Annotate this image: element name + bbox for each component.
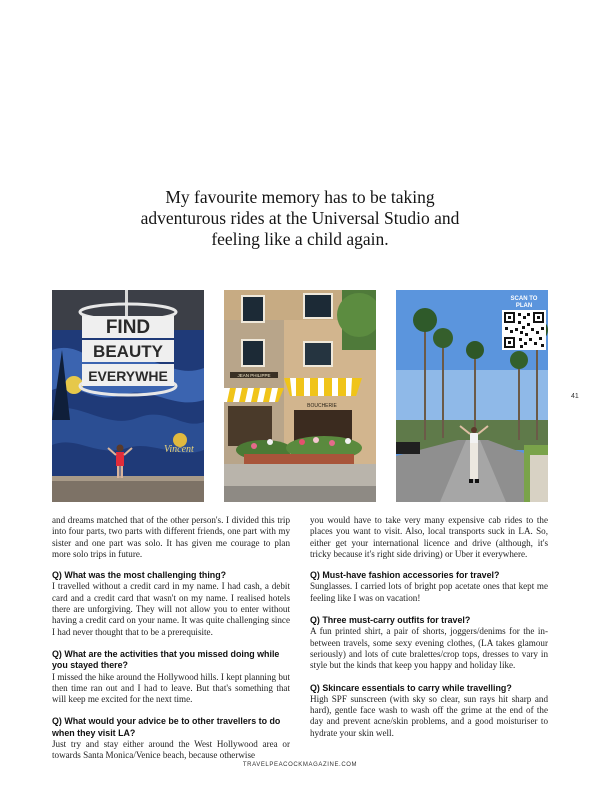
pull-quote-line-3: feeling like a child again. [211, 229, 389, 249]
pull-quote [100, 187, 500, 250]
answer-paragraph: A fun printed shirt, a pair of shorts, joggers/denims for the in-between travels, some sexy evening clothes, (LA takes glamour seriously) and lots of cute bralettes/crop tops, dresses to vary in style but the kinds that keep you happy and holiday like. [310, 626, 548, 671]
answer-paragraph: I missed the hike around the Hollywood hills. I kept planning but then time ran out and I had to leave. But that's something that will keep me excited for the next time. [52, 671, 290, 705]
question-heading: Q) What are the activities that you missed doing while you stayed there? [52, 648, 280, 671]
sign-line-1: FIND [105, 317, 151, 338]
photo-storefront [224, 290, 376, 502]
question-heading: Q) What was the most challenging thing? [52, 570, 227, 581]
photo-find-beauty-sign [52, 290, 204, 502]
answer-paragraph: I travelled without a credit card in my name. I had cash, a debit card and a credit card that wasn't on my name. I realised hotels there are unforgiving. They will not allow you to enter without having a credit card on your name. It was quite challenging since I had never thought that to be a prerequisite. [52, 581, 290, 637]
page-number: 41 [571, 393, 579, 400]
question-heading: Q) Must-have fashion accessories for travel? [310, 570, 500, 581]
answer-paragraph: High SPF sunscreen (with sky so clear, sun rays hit sharp and hard), gentle face wash to wash off the grime at the end of the day and prevent acne/skin problems, and a good moisturiser to hydrate your skin well. [310, 693, 548, 738]
right-column [310, 515, 548, 750]
qr-label-line-2: PLAN [515, 303, 533, 309]
sign-line-3: EVERYWHE [88, 368, 168, 384]
sign-line-2: BEAUTY [93, 342, 163, 361]
footer-website[interactable]: TRAVELPEACOCKMAGAZINE.COM [242, 762, 358, 768]
question-heading: Q) Skincare essentials to carry while travelling? [310, 682, 512, 693]
left-intro-paragraph: and dreams matched that of the other person's. I divided this trip into four parts, two parts with different friends, one part with my sister and one part was solo. It has given me courage to plan more solo trips in future. [52, 515, 290, 559]
shop-sign: JEAN PHILIPPE [237, 373, 271, 378]
question-heading: Q) What would your advice be to other travellers to do when they visit LA? [52, 716, 281, 738]
right-intro-paragraph: you would have to take very many expensive cab rides to the places you want to visit. Also, local transports suck in LA. So, either get your international licence and drive (although, it's tricky because it's right side driving) or Uber it everywhere. [310, 515, 548, 559]
answer-paragraph: Just try and stay either around the West Hollywood area or towards Santa Monica/Venice beach, because otherwise [52, 739, 290, 761]
left-column [52, 515, 290, 773]
awning-sign: BOUCHERIE [307, 403, 337, 409]
question-heading: Q) Three must-carry outfits for travel? [310, 615, 471, 626]
pull-quote-line-1: My favourite memory has to be taking [165, 187, 435, 207]
qr-label-line-1: SCAN TO [510, 296, 538, 302]
qr-code-icon[interactable] [502, 310, 546, 350]
photo-palm-street [396, 290, 548, 502]
pull-quote-line-2: adventurous rides at the Universal Studio and [140, 208, 460, 228]
mural-signature: Vincent [164, 444, 194, 455]
answer-paragraph: Sunglasses. I carried lots of bright pop acetate ones that kept me feeling like I was on vacation! [310, 581, 548, 603]
